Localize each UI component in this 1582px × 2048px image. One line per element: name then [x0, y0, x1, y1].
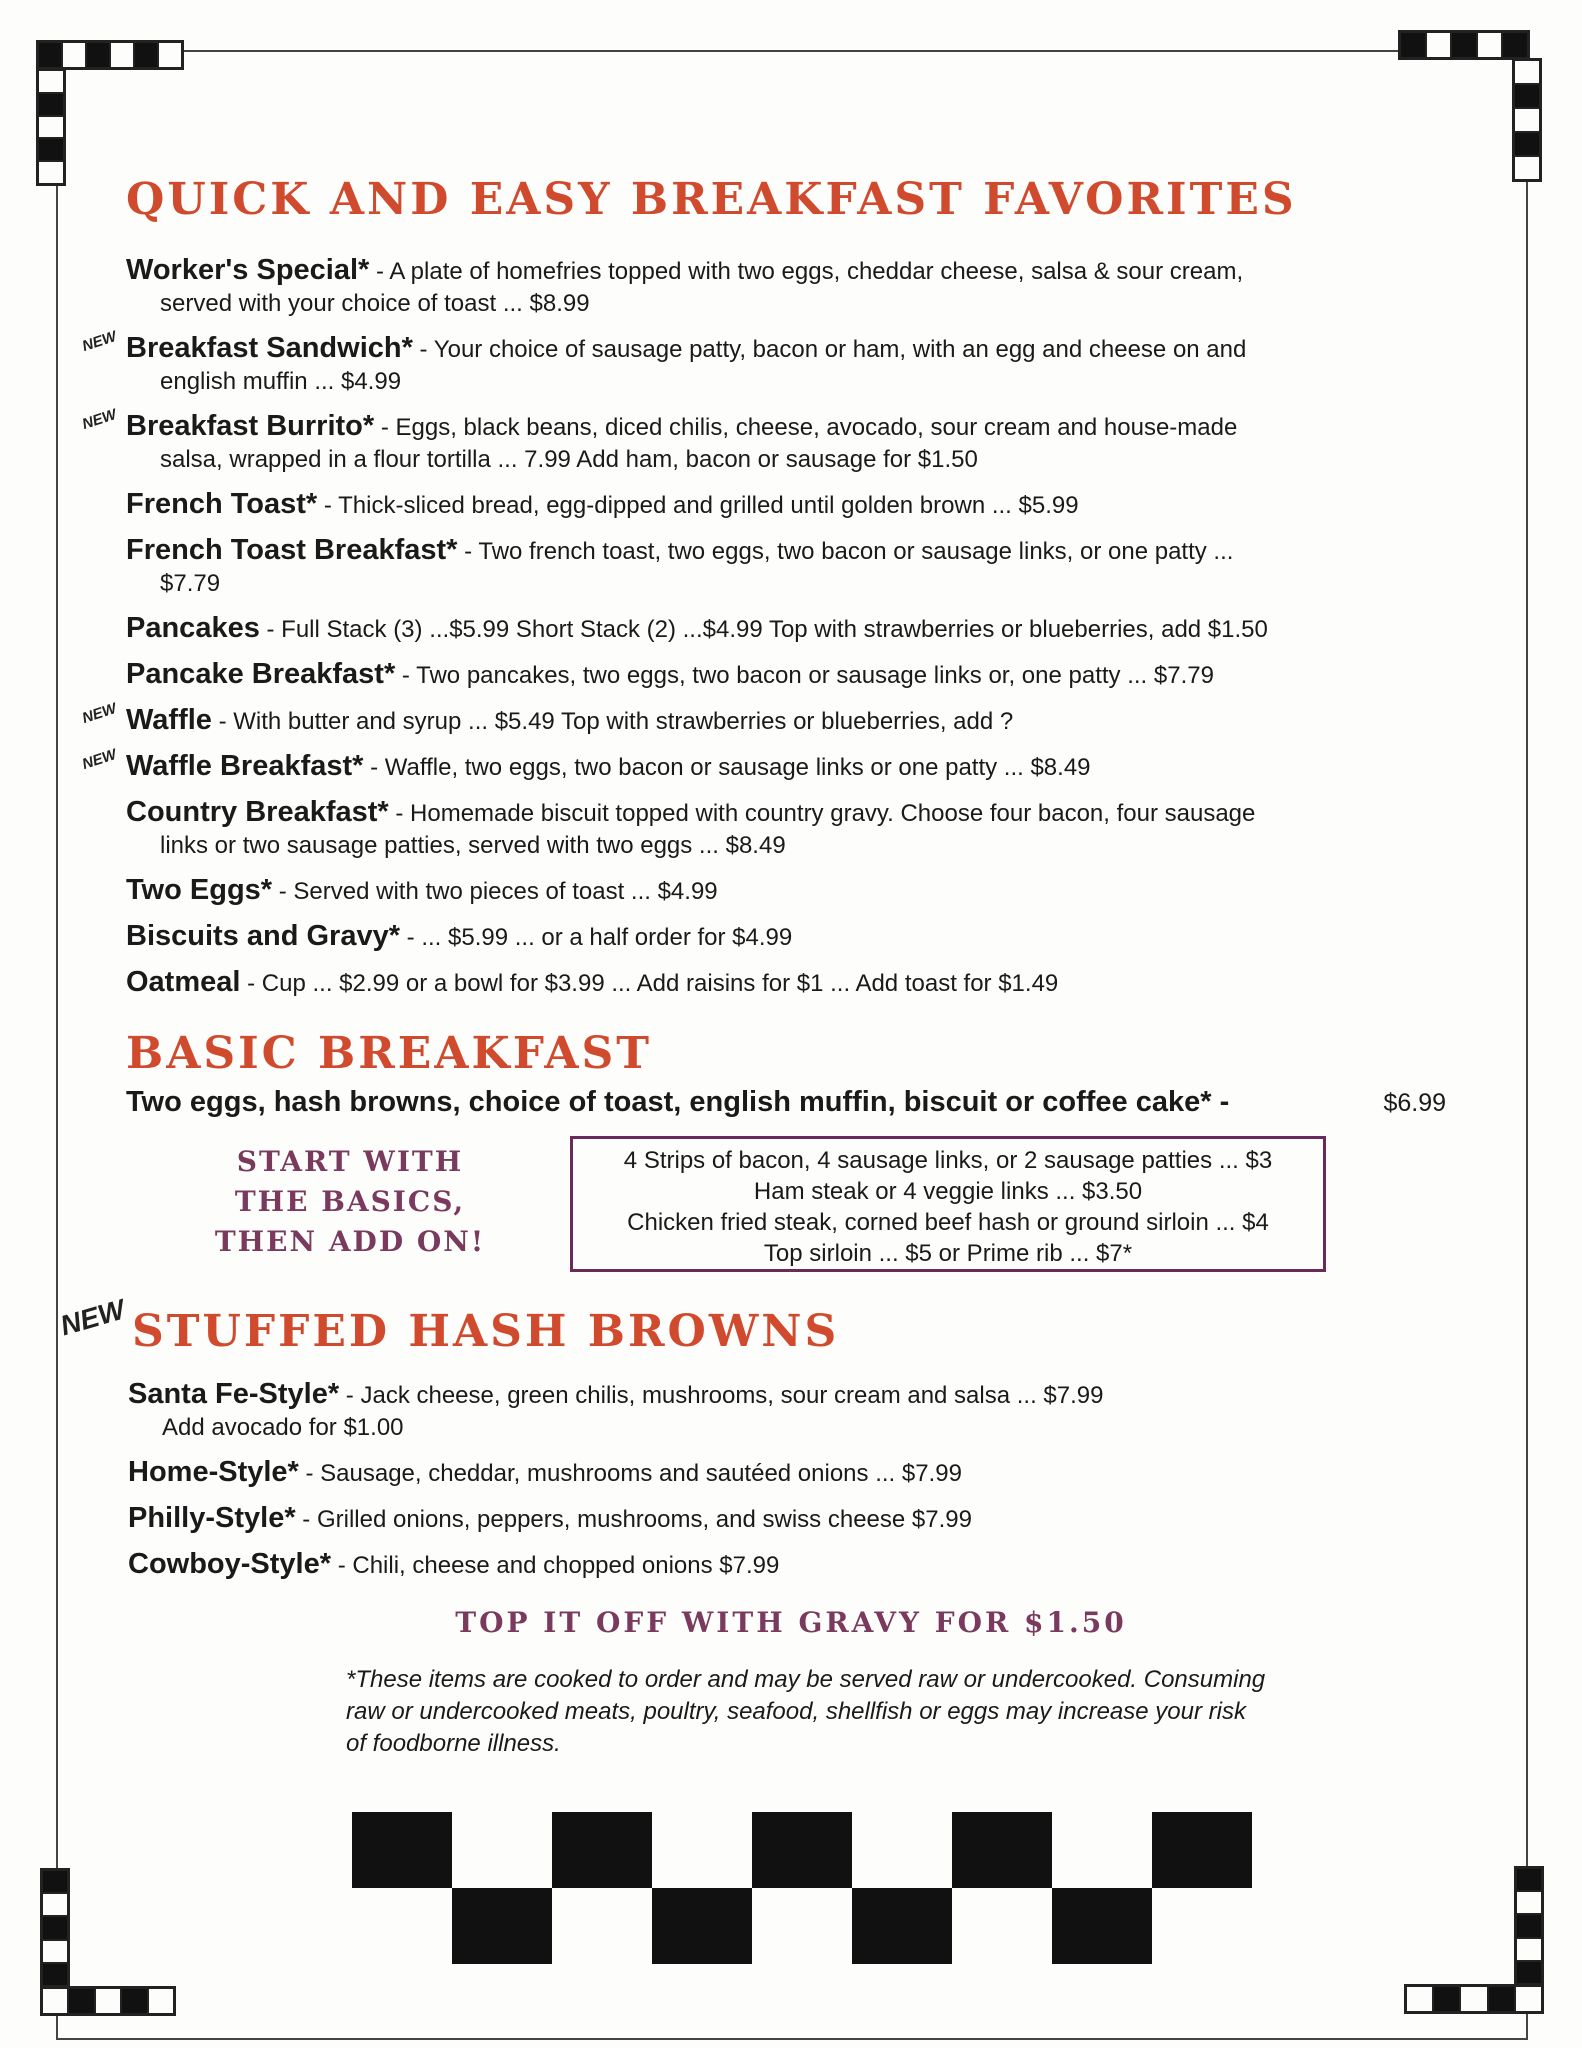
menu-item	[80, 328, 1456, 398]
menu-item-description-continued: english muffin ... $4.99	[160, 368, 402, 395]
checker-corner-top-right	[1398, 30, 1530, 60]
menu-item	[80, 746, 1456, 784]
menu-item-name: Pancake Breakfast*	[126, 658, 396, 690]
checker-square	[752, 1812, 852, 1888]
checker-corner-bottom-right-vertical	[1514, 1866, 1544, 1986]
start-line: THEN ADD ON!	[214, 1225, 486, 1258]
menu-item-name: French Toast*	[126, 488, 318, 520]
menu-item-description: - Two pancakes, two eggs, two bacon or sausage links or, one patty ... $7.79	[395, 662, 1214, 689]
checker-corner-bottom-left-vertical	[40, 1868, 70, 1988]
menu-item	[128, 1502, 1458, 1536]
menu-item-name: Two Eggs*	[126, 874, 273, 906]
menu-item-name: Breakfast Sandwich*	[126, 332, 413, 364]
menu-item	[126, 966, 1456, 1000]
menu-item	[80, 700, 1456, 738]
menu-item-name: Philly-Style*	[128, 1502, 296, 1534]
section-heading-basic: BASIC BREAKFAST	[126, 1028, 653, 1079]
menu-item-name: Country Breakfast*	[126, 796, 389, 828]
checker-square	[652, 1888, 752, 1964]
menu-item	[128, 1378, 1458, 1444]
menu-item	[80, 406, 1456, 476]
menu-item-description: - ... $5.99 ... or a half order for $4.99	[400, 924, 793, 951]
basic-breakfast-line	[126, 1086, 1456, 1119]
menu-item	[126, 612, 1456, 646]
menu-item-description: - Thick-sliced bread, egg-dipped and grilled until golden brown ... $5.99	[317, 492, 1079, 519]
menu-item-description: - A plate of homefries topped with two eggs, cheddar cheese, salsa & sour cream,	[369, 258, 1244, 285]
checker-square	[1052, 1888, 1152, 1964]
menu-item-description: - Grilled onions, peppers, mushrooms, and swiss cheese $7.99	[295, 1506, 972, 1533]
menu-item-name: French Toast Breakfast*	[126, 534, 458, 566]
start-with-basics	[200, 1142, 500, 1262]
menu-item-description: - Your choice of sausage patty, bacon or ham, with an egg and cheese on and	[412, 336, 1247, 363]
menu-item-name: Breakfast Burrito*	[126, 410, 375, 442]
menu-item-name: Oatmeal	[126, 966, 241, 998]
menu-item-description: - Waffle, two eggs, two bacon or sausage links or one patty ... $8.49	[363, 754, 1091, 781]
menu-item	[126, 488, 1456, 522]
menu-item	[126, 920, 1456, 954]
checker-square	[452, 1888, 552, 1964]
menu-item-description: - Cup ... $2.99 or a bowl for $3.99 ... Add raisins for $1 ... Add toast for $1.49	[240, 970, 1059, 997]
new-badge: NEW	[80, 700, 119, 728]
menu-item	[126, 534, 1456, 600]
menu-item	[126, 658, 1456, 692]
menu-item-name: Santa Fe-Style*	[128, 1378, 340, 1410]
quick-items-list	[80, 254, 1456, 1012]
menu-item-description: - Two french toast, two eggs, two bacon or sausage links, or one patty ...	[457, 538, 1234, 565]
addon-line: Chicken fried steak, corned beef hash or ground sirloin ... $4	[627, 1209, 1269, 1236]
menu-item-description: - Full Stack (3) ...$5.99 Short Stack (2) ...$4.99 Top with strawberries or blueberries, add $1.50	[259, 616, 1268, 643]
menu-item	[126, 874, 1456, 908]
checker-corner-bottom-right	[1404, 1984, 1544, 2014]
checker-square	[552, 1812, 652, 1888]
menu-item-description: - With butter and syrup ... $5.49 Top with strawberries or blueberries, add ?	[211, 708, 1014, 735]
stuffed-items-list	[128, 1378, 1458, 1594]
addon-line: 4 Strips of bacon, 4 sausage links, or 2 sausage patties ... $3	[623, 1147, 1273, 1174]
menu-item-description: - Chili, cheese and chopped onions $7.99	[331, 1552, 780, 1579]
menu-item-name: Cowboy-Style*	[128, 1548, 332, 1580]
checker-corner-top-right-vertical	[1512, 58, 1542, 182]
menu-item-description: - Eggs, black beans, diced chilis, cheese, avocado, sour cream and house-made	[374, 414, 1238, 441]
new-badge: NEW	[80, 328, 119, 356]
menu-item-description: - Sausage, cheddar, mushrooms and sautéed onions ... $7.99	[298, 1460, 962, 1487]
bottom-checker-band	[352, 1812, 1242, 1964]
checker-corner-top-left-vertical	[36, 68, 66, 186]
menu-item-description: - Served with two pieces of toast ... $4.99	[272, 878, 718, 905]
menu-item-name: Biscuits and Gravy*	[126, 920, 400, 952]
menu-item	[126, 254, 1456, 320]
checker-square	[952, 1812, 1052, 1888]
menu-item-description: - Jack cheese, green chilis, mushrooms, sour cream and salsa ... $7.99	[339, 1382, 1104, 1409]
menu-item	[128, 1548, 1458, 1582]
menu-item-name: Worker's Special*	[126, 254, 370, 286]
menu-item-name: Waffle Breakfast*	[126, 750, 364, 782]
start-line: START WITH	[236, 1145, 464, 1178]
new-badge-stuffed: NEW	[56, 1293, 129, 1342]
new-badge: NEW	[80, 746, 119, 774]
new-badge: NEW	[80, 406, 119, 434]
checker-square	[352, 1812, 452, 1888]
checker-square	[1152, 1812, 1252, 1888]
menu-item	[126, 796, 1456, 862]
menu-item-description-continued: Add avocado for $1.00	[162, 1414, 404, 1441]
basic-breakfast-text: Two eggs, hash browns, choice of toast, english muffin, biscuit or coffee cake* -	[126, 1086, 1230, 1118]
checker-corner-bottom-left	[40, 1986, 176, 2016]
food-safety-disclaimer: *These items are cooked to order and may be served raw or undercooked. Consuming raw or undercooked meats, poultry, seafood, shellfish or eggs may increase your risk of foodborne illness.	[346, 1666, 1266, 1757]
gravy-note: TOP IT OFF WITH GRAVY FOR $1.50	[455, 1606, 1127, 1639]
menu-item-description-continued: links or two sausage patties, served with two eggs ... $8.49	[160, 832, 786, 859]
addon-line: Ham steak or 4 veggie links ... $3.50	[753, 1178, 1143, 1205]
menu-item-description-continued: $7.79	[160, 570, 221, 597]
menu-item-name: Pancakes	[126, 612, 260, 644]
menu-item-name: Home-Style*	[128, 1456, 299, 1488]
checker-corner-top-left	[36, 40, 184, 70]
section-heading-stuffed: STUFFED HASH BROWNS	[132, 1306, 840, 1357]
menu-item-description-continued: served with your choice of toast ... $8.99	[160, 290, 590, 317]
menu-item-description-continued: salsa, wrapped in a flour tortilla ... 7.99 Add ham, bacon or sausage for $1.50	[160, 446, 978, 473]
section-heading-quick: QUICK AND EASY BREAKFAST FAVORITES	[126, 174, 1297, 225]
addon-line: Top sirloin ... $5 or Prime rib ... $7*	[763, 1240, 1133, 1267]
basic-breakfast-price: $6.99	[1383, 1089, 1446, 1117]
start-line: THE BASICS,	[234, 1185, 466, 1218]
menu-item-name: Waffle	[126, 704, 212, 736]
menu-item	[128, 1456, 1458, 1490]
checker-square	[852, 1888, 952, 1964]
menu-item-description: - Homemade biscuit topped with country gravy. Choose four bacon, four sausage	[388, 800, 1256, 827]
addons-box	[570, 1136, 1326, 1272]
